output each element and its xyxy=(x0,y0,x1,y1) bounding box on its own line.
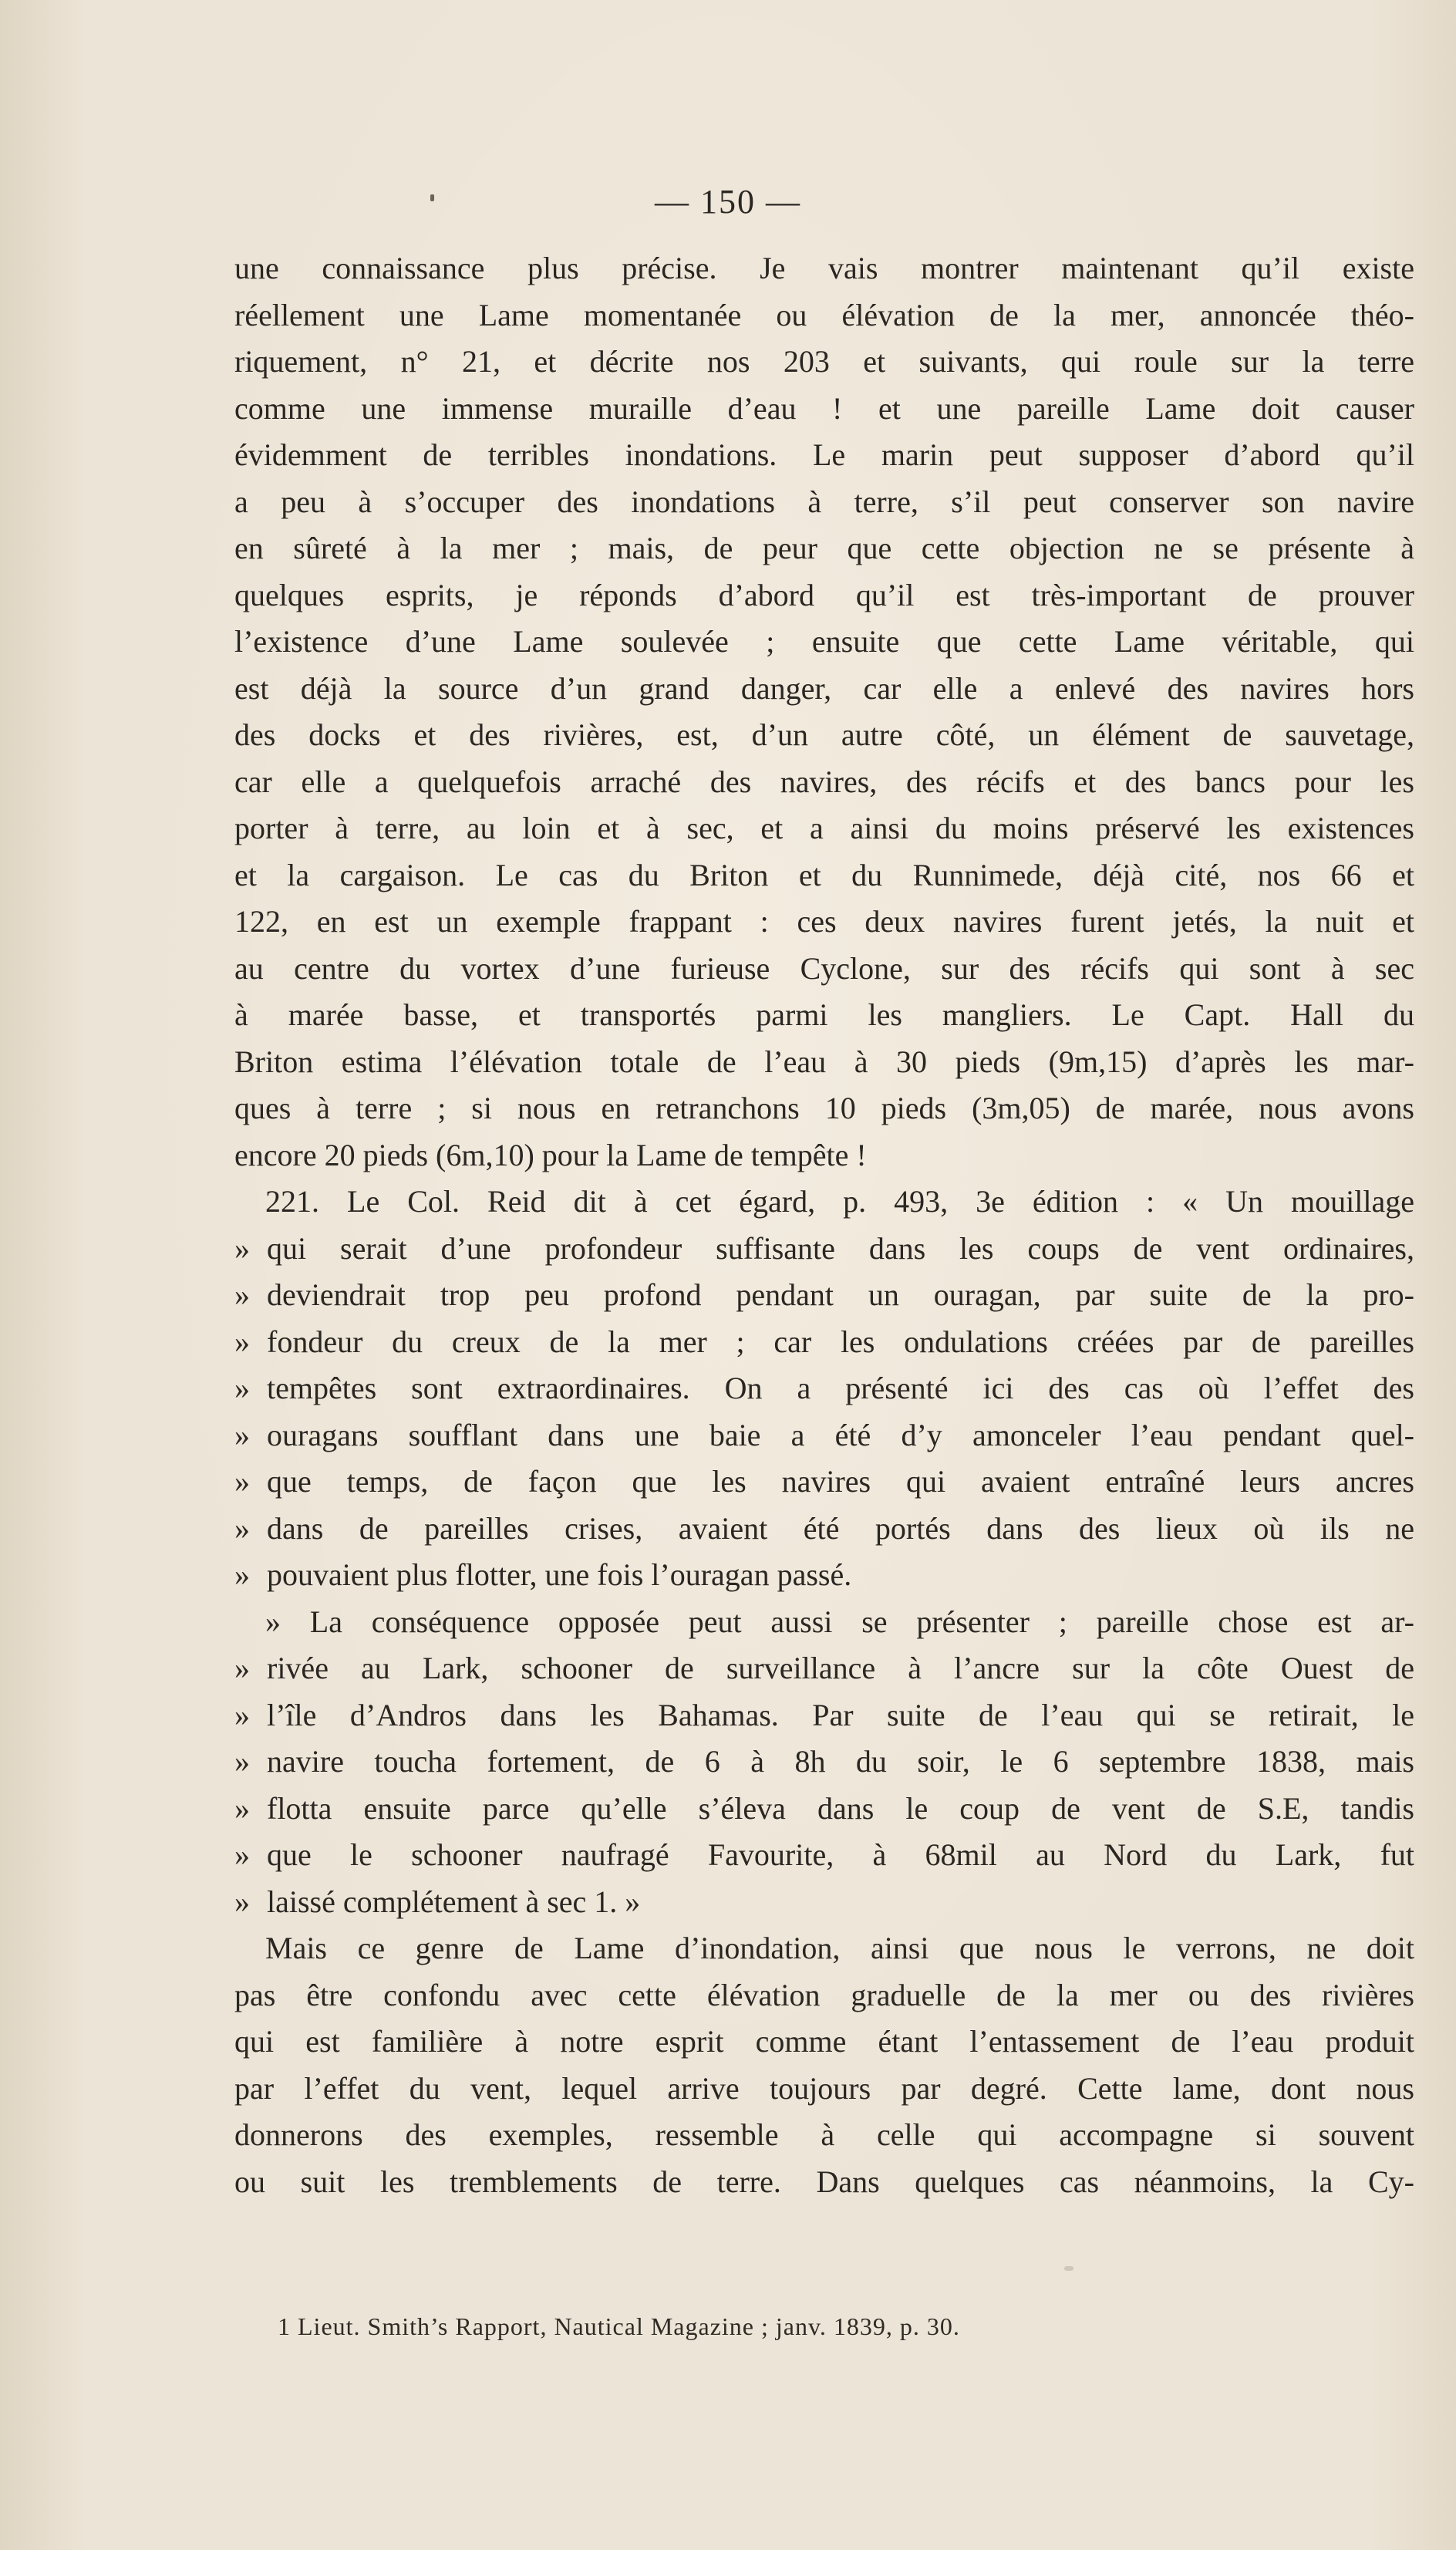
line-text: réellement une Lame momentanée ou élévation de la mer, annoncée théo- xyxy=(234,297,1414,332)
line-text: deviendrait trop peu profond pendant un ouragan, par suite de la pro- xyxy=(267,1277,1414,1312)
text-line xyxy=(234,572,1414,619)
line-text: navire toucha fortement, de 6 à 8h du soir, le 6 septembre 1838, mais xyxy=(267,1744,1414,1779)
text-line xyxy=(234,1552,1414,1599)
line-text: pas être confondu avec cette élévation graduelle de la mer ou des rivières xyxy=(234,1977,1414,2012)
quote-mark: » xyxy=(234,1371,250,1405)
quote-mark: » xyxy=(234,1277,250,1312)
line-text: flotta ensuite parce qu’elle s’éleva dans le coup de vent de S.E, tandis xyxy=(267,1790,1414,1826)
text-line xyxy=(234,2066,1414,2113)
line-text: pouvaient plus flotter, une fois l’ouragan passé. xyxy=(267,1557,852,1592)
text-line xyxy=(234,1645,1414,1692)
text-line xyxy=(234,432,1414,479)
line-text: Briton estima l’élévation totale de l’eau à 30 pieds (9m,15) d’après les mar- xyxy=(234,1044,1414,1079)
quote-mark: » xyxy=(234,1510,250,1546)
line-text: des docks et des rivières, est, d’un autre côté, un élément de sauvetage, xyxy=(234,717,1414,752)
text-line xyxy=(234,386,1414,433)
text-line xyxy=(234,1179,1414,1226)
text-line xyxy=(234,712,1414,759)
quote-mark: » xyxy=(234,1324,250,1359)
line-text: 221. Le Col. Reid dit à cet égard, p. 493, 3e édition : « Un mouillage xyxy=(265,1184,1414,1219)
text-line xyxy=(234,1879,1414,1926)
line-text: quelques esprits, je réponds d’abord qu’il est très-important de prouver xyxy=(234,577,1414,612)
line-text: au centre du vortex d’une furieuse Cyclone, sur des récifs qui sont à sec xyxy=(234,950,1414,986)
text-line xyxy=(234,2159,1414,2206)
quote-mark: » xyxy=(234,1697,250,1732)
text-line xyxy=(234,479,1414,526)
quote-mark: » xyxy=(234,1790,250,1826)
quote-mark: » xyxy=(234,1557,250,1592)
text-line xyxy=(234,1972,1414,2019)
line-text: que temps, de façon que les navires qui avaient entraîné leurs ancres xyxy=(267,1464,1414,1499)
text-line xyxy=(234,946,1414,993)
text-line xyxy=(234,805,1414,852)
text-line xyxy=(234,759,1414,806)
text-line xyxy=(234,1786,1414,1833)
text-line xyxy=(234,1739,1414,1786)
line-text: laissé complétement à sec 1. » xyxy=(267,1884,641,1919)
quote-mark: » xyxy=(234,1651,250,1685)
line-text: 122, en est un exemple frappant : ces deux navires furent jetés, la nuit et xyxy=(234,904,1414,939)
text-line xyxy=(234,292,1414,339)
line-text: dans de pareilles crises, avaient été portés dans des lieux où ils ne xyxy=(267,1510,1414,1546)
line-text: car elle a quelquefois arraché des navires, des récifs et des bancs pour les xyxy=(234,764,1414,799)
line-text: ouragans soufflant dans une baie a été d’y amonceler l’eau pendant quel- xyxy=(267,1417,1414,1452)
text-line xyxy=(234,899,1414,946)
line-text: et la cargaison. Le cas du Briton et du Runnimede, déjà cité, nos 66 et xyxy=(234,857,1414,892)
line-text: qui est familière à notre esprit comme étant l’entassement de l’eau produit xyxy=(234,2024,1414,2059)
text-line xyxy=(234,525,1414,572)
quote-mark: » xyxy=(234,1464,250,1499)
text-line xyxy=(234,1412,1414,1459)
text-line xyxy=(234,1599,1414,1646)
quote-mark: » xyxy=(234,1884,250,1919)
text-line xyxy=(234,2019,1414,2066)
line-text: encore 20 pieds (6m,10) pour la Lame de tempête ! xyxy=(234,1137,867,1172)
line-text: ou suit les tremblements de terre. Dans quelques cas néanmoins, la Cy- xyxy=(234,2164,1414,2199)
page-number: — 150 — xyxy=(655,183,801,221)
line-text: en sûreté à la mer ; mais, de peur que cette objection ne se présente à xyxy=(234,531,1414,565)
line-text: est déjà la source d’un grand danger, car elle a enlevé des navires hors xyxy=(234,670,1414,706)
quote-mark: » xyxy=(234,1744,250,1779)
line-text: donnerons des exemples, ressemble à celle qui accompagne si souvent xyxy=(234,2117,1414,2152)
line-text: qui serait d’une profondeur suffisante dans les coups de vent ordinaires, xyxy=(267,1230,1414,1266)
ink-smudge xyxy=(1064,2266,1073,2271)
text-line xyxy=(234,245,1414,292)
text-line xyxy=(234,1132,1414,1179)
line-text: a peu à s’occuper des inondations à terre, s’il peut conserver son navire xyxy=(234,484,1414,519)
line-text: fondeur du creux de la mer ; car les ondulations créées par de pareilles xyxy=(267,1324,1414,1359)
line-text: porter à terre, au loin et à sec, et a ainsi du moins préservé les existences xyxy=(234,811,1414,845)
text-line xyxy=(234,1506,1414,1553)
line-text: tempêtes sont extraordinaires. On a présenté ici des cas où l’effet des xyxy=(267,1371,1414,1405)
text-line xyxy=(234,1925,1414,1972)
line-text: par l’effet du vent, lequel arrive toujours par degré. Cette lame, dont nous xyxy=(234,2070,1414,2106)
text-line xyxy=(234,1459,1414,1506)
text-line xyxy=(234,1319,1414,1366)
text-line xyxy=(234,666,1414,713)
text-line xyxy=(234,1085,1414,1132)
line-text: » La conséquence opposée peut aussi se présenter ; pareille chose est ar- xyxy=(265,1604,1414,1639)
text-line xyxy=(234,339,1414,386)
text-line xyxy=(234,1226,1414,1273)
text-line xyxy=(234,2112,1414,2159)
text-line xyxy=(234,1692,1414,1739)
line-text: comme une immense muraille d’eau ! et une pareille Lame doit causer xyxy=(234,390,1414,426)
line-text: que le schooner naufragé Favourite, à 68mil au Nord du Lark, fut xyxy=(267,1837,1414,1872)
text-line xyxy=(234,852,1414,899)
text-line xyxy=(234,992,1414,1039)
footnote: 1 Lieut. Smith’s Rapport, Nautical Magazine ; janv. 1839, p. 30. xyxy=(278,2312,960,2340)
text-line xyxy=(234,1039,1414,1086)
line-text: riquement, n° 21, et décrite nos 203 et suivants, qui roule sur la terre xyxy=(234,344,1414,379)
text-line xyxy=(234,1365,1414,1412)
line-text: Mais ce genre de Lame d’inondation, ainsi que nous le verrons, ne doit xyxy=(265,1931,1414,1965)
text-line xyxy=(234,619,1414,666)
text-line xyxy=(234,1272,1414,1319)
text-line xyxy=(234,1832,1414,1879)
line-text: ques à terre ; si nous en retranchons 10 pieds (3m,05) de marée, nous avons xyxy=(234,1091,1414,1125)
line-text: rivée au Lark, schooner de surveillance à l’ancre sur la côte Ouest de xyxy=(267,1651,1414,1685)
quote-mark: » xyxy=(234,1417,250,1452)
line-text: l’existence d’une Lame soulevée ; ensuite que cette Lame véritable, qui xyxy=(234,624,1414,659)
body-text xyxy=(234,245,1414,2205)
line-text: l’île d’Andros dans les Bahamas. Par suite de l’eau qui se retirait, le xyxy=(267,1697,1414,1732)
line-text: évidemment de terribles inondations. Le marin peut supposer d’abord qu’il xyxy=(234,437,1414,472)
quote-mark: » xyxy=(234,1230,250,1266)
line-text: une connaissance plus précise. Je vais montrer maintenant qu’il existe xyxy=(234,251,1414,285)
line-text: à marée basse, et transportés parmi les mangliers. Le Capt. Hall du xyxy=(234,997,1414,1032)
quote-mark: » xyxy=(234,1837,250,1872)
